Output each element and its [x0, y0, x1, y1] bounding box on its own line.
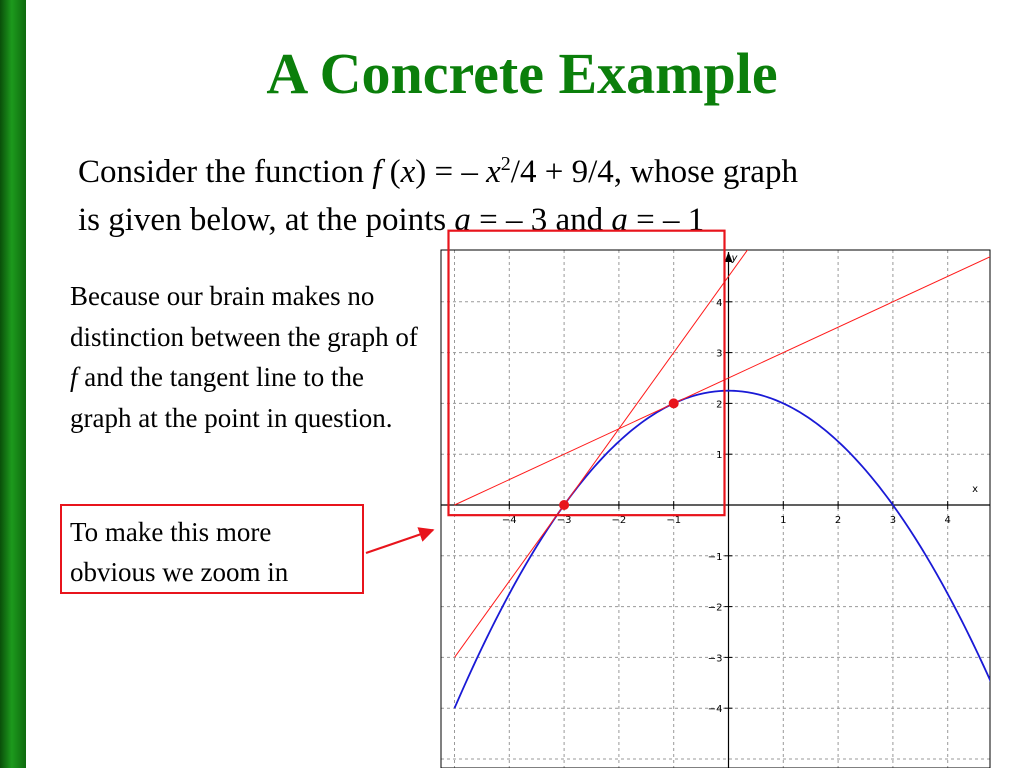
axes: [441, 252, 990, 768]
slide-title: A Concrete Example: [266, 41, 778, 106]
intro-a-1: a: [454, 202, 471, 238]
zoom-region-box: [449, 231, 725, 515]
tangent-point: [669, 398, 679, 408]
x-tick-label: 2: [834, 515, 842, 526]
intro-f: f: [372, 154, 382, 190]
y-axis-label: y: [731, 253, 738, 264]
y-tick-label: 1: [716, 450, 723, 462]
intro-x-2: x: [486, 154, 501, 190]
intro-a-2: a: [611, 202, 628, 238]
y-tick-label: 3: [716, 348, 723, 360]
zoom-callout-text: To make this more obvious we zoom in: [70, 517, 289, 587]
explanation-f: f: [70, 362, 78, 392]
x-tick-label: 4: [944, 515, 951, 526]
tick-labels: [502, 253, 978, 715]
y-tick-label: 2: [716, 399, 723, 411]
y-tick-label: −1: [707, 551, 723, 563]
explanation-text-1: Because our brain makes no distinction between the graph of: [70, 281, 418, 352]
plot-frame: [441, 250, 990, 768]
x-tick-label: −1: [666, 515, 682, 526]
x-tick-label: −3: [556, 515, 572, 526]
intro-text-2: (: [381, 154, 401, 190]
intro-text-1: Consider the function: [78, 154, 373, 190]
x-tick-label: −4: [501, 515, 517, 526]
x-tick-label: −2: [611, 515, 627, 526]
y-tick-label: −3: [707, 653, 723, 665]
zoom-arrow: [366, 530, 433, 553]
y-tick-label: −2: [707, 602, 723, 614]
y-tick-label: 4: [716, 297, 723, 309]
intro-x-1: x: [400, 154, 416, 190]
x-tick-label: 1: [780, 515, 787, 526]
intro-exponent: 2: [500, 153, 511, 175]
intro-text-3: ) = –: [415, 154, 487, 190]
intro-text-6: = – 3 and: [470, 202, 612, 238]
y-tick-label: −4: [707, 704, 723, 716]
intro-text-7: = – 1: [627, 202, 705, 238]
explanation-text-2: and the tangent line to the graph at the point in question.: [70, 362, 393, 433]
intro-text-5: is given below, at the points: [78, 202, 455, 238]
intro-text-4: /4 + 9/4, whose graph: [510, 154, 798, 190]
tangent-point: [559, 500, 569, 510]
grid: [441, 250, 990, 768]
x-axis-label: x: [972, 484, 978, 495]
x-tick-label: 3: [889, 515, 897, 526]
